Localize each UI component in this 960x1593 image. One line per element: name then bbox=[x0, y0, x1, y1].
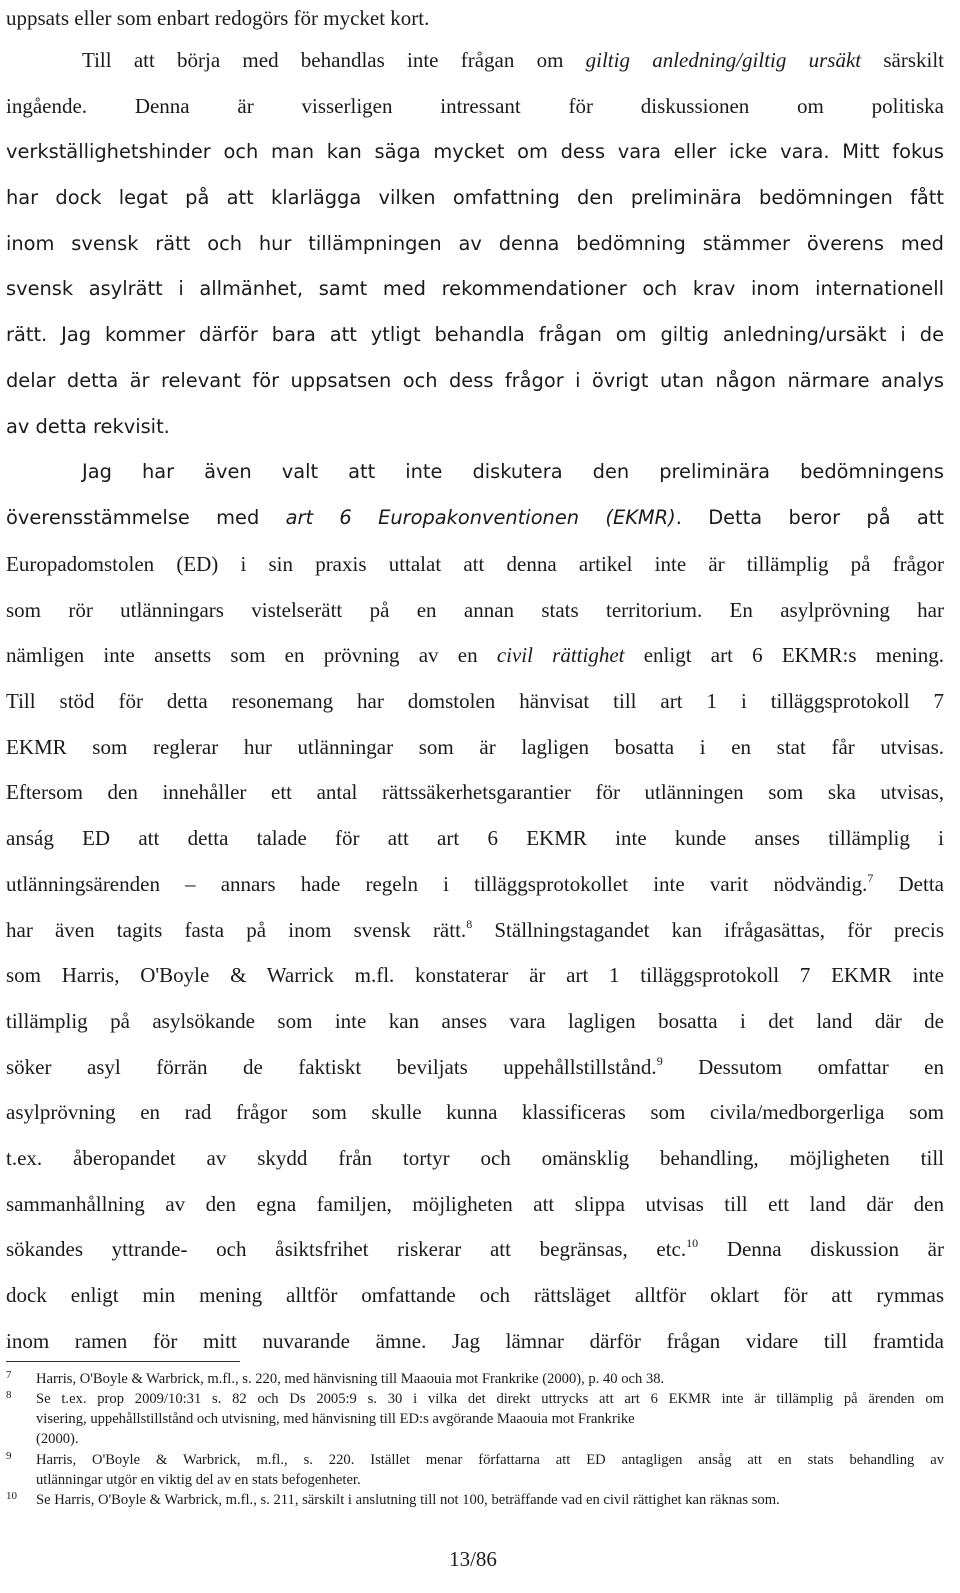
body-line: verkställighetshinder och man kan säga mycket om dess vara eller icke vara. Mitt fokus bbox=[6, 140, 944, 163]
italic-term: civil rättighet bbox=[496, 643, 625, 667]
footnote-ref[interactable]: 9 bbox=[656, 1054, 663, 1068]
footnote-text: Se Harris, O'Boyle & Warbrick, m.fl., s. 211, särskilt i anslutning till not 100, beträffande vad en civil rättighet kan räknas som. bbox=[36, 1492, 780, 1508]
body-line: tillämplig på asylsökande som inte kan anses vara lagligen bosatta i det land där de bbox=[6, 1009, 944, 1033]
footnote-number: 10 bbox=[6, 1490, 17, 1502]
footnote-ref[interactable]: 8 bbox=[466, 917, 473, 931]
body-line: ingående. Denna är visserligen intressant för diskussionen om politiska bbox=[6, 94, 944, 118]
body-line: delar detta är relevant för uppsatsen och dess frågor i övrigt utan någon närmare analys bbox=[6, 369, 944, 392]
body-line: inom ramen för mitt nuvarande ämne. Jag lämnar därför frågan vidare till framtida bbox=[6, 1329, 944, 1353]
body-line: EKMR som reglerar hur utlänningar som är lagligen bosatta i en stat får utvisas. bbox=[6, 735, 944, 759]
body-line: som rör utlänningars vistelserätt på en annan stats territorium. En asylprövning har bbox=[6, 598, 944, 622]
footnote-text: utlänningar utgör en viktig del av en stats befogenheter. bbox=[36, 1472, 361, 1488]
body-line: nämligen inte ansetts som en prövning av en civil rättighet enligt art 6 EKMR:s mening. bbox=[6, 643, 944, 667]
footnote-number: 9 bbox=[6, 1450, 12, 1462]
body-line: har dock legat på att klarlägga vilken omfattning den preliminära bedömningen fått bbox=[6, 186, 944, 209]
footnote-text: Harris, O'Boyle & Warbrick, m.fl., s. 220, med hänvisning till Maaouia mot Frankrike (2000), p. 40 och 38. bbox=[36, 1371, 665, 1387]
body-line: anság ED att detta talade för att art 6 EKMR inte kunde anses tillämplig i bbox=[6, 826, 944, 850]
body-line: Till att börja med behandlas inte frågan om giltig anledning/giltig ursäkt särskilt bbox=[82, 48, 945, 72]
footnote bbox=[6, 1490, 944, 1510]
body-line: som Harris, O'Boyle & Warrick m.fl. konstaterar är art 1 tilläggsprotokoll 7 EKMR inte bbox=[6, 963, 944, 987]
footnote-text: visering, uppehållstillstånd och utvisning, med hänvisning till ED:s avgörande Maaouia mot Frankrike bbox=[36, 1411, 635, 1427]
body-line: sammanhållning av den egna familjen, möjligheten att slippa utvisas till ett land där den bbox=[6, 1192, 944, 1216]
body-line: asylprövning en rad frågor som skulle kunna klassificeras som civila/medborgerliga som bbox=[6, 1100, 944, 1124]
body-line: svensk asylrätt i allmänhet, samt med rekommendationer och krav inom internationell bbox=[6, 277, 944, 300]
footnote bbox=[6, 1369, 944, 1389]
body-line: t.ex. åberopandet av skydd från tortyr och omänsklig behandling, möjligheten till bbox=[6, 1146, 944, 1170]
body-line: Till stöd för detta resonemang har domstolen hänvisat till art 1 i tilläggsprotokoll 7 bbox=[6, 689, 944, 713]
body-line: söker asyl förrän de faktiskt beviljats uppehållstillstånd.$^9$ Dessutom omfattar en bbox=[6, 1054, 944, 1079]
footnote-number: 7 bbox=[6, 1369, 12, 1381]
body-line: dock enligt min mening alltför omfattande och rättsläget alltför oklart för att rymmas bbox=[6, 1283, 944, 1307]
footnote-ref[interactable]: 10 bbox=[686, 1236, 699, 1250]
footnote bbox=[6, 1450, 944, 1490]
italic-term: art 6 Europakonventionen (EKMR) bbox=[285, 506, 676, 529]
body-line: sökandes yttrande- och åsiktsfrihet riskerar att begränsas, etc.$^{10}$ Denna diskussion är bbox=[6, 1236, 944, 1261]
body-line: uppsats eller som enbart redogörs för mycket kort. bbox=[6, 6, 430, 30]
body-line: inom svensk rätt och hur tillämpningen av denna bedömning stämmer överens med bbox=[6, 232, 944, 255]
page-number: 13/86 bbox=[449, 1547, 497, 1571]
italic-term: giltig anledning/giltig ursäkt bbox=[585, 48, 862, 72]
body-line: Jag har även valt att inte diskutera den preliminära bedömningens bbox=[82, 460, 944, 483]
body-line: överensstämmelse med art 6 Europakonventionen (EKMR). Detta beror på att bbox=[6, 506, 945, 529]
body-line: rätt. Jag kommer därför bara att ytligt behandla frågan om giltig anledning/ursäkt i de bbox=[6, 323, 944, 346]
footnote-number: 8 bbox=[6, 1389, 12, 1401]
footnote-ref[interactable]: 7 bbox=[867, 871, 874, 885]
body-line: Eftersom den innehåller ett antal rättssäkerhetsgarantier för utlänningen som ska utvisas, bbox=[6, 780, 944, 804]
footnote bbox=[6, 1389, 944, 1449]
body-line: har även tagits fasta på inom svensk rätt.$^8$ Ställningstagandet kan ifrågasättas, för precis bbox=[6, 917, 944, 942]
footnote-separator bbox=[6, 1361, 240, 1362]
footnote-text: Se t.ex. prop 2009/10:31 s. 82 och Ds 2005:9 s. 30 i vilka det direkt uttrycks att art 6 EKMR inte är tillämplig på ärenden om bbox=[36, 1391, 944, 1407]
body-line: Europadomstolen (ED) i sin praxis uttalat att denna artikel inte är tillämplig på frågor bbox=[6, 552, 944, 576]
body-line: utlänningsärenden – annars hade regeln i tilläggsprotokollet inte varit nödvändig.$^7$ Detta bbox=[6, 871, 944, 896]
footnote-text: Harris, O'Boyle & Warbrick, m.fl., s. 220. Istället menar författarna att ED antagligen ansåg att en stats behandling av bbox=[36, 1452, 944, 1468]
footnote-text: (2000). bbox=[36, 1431, 79, 1447]
body-line: av detta rekvisit. bbox=[6, 415, 170, 438]
